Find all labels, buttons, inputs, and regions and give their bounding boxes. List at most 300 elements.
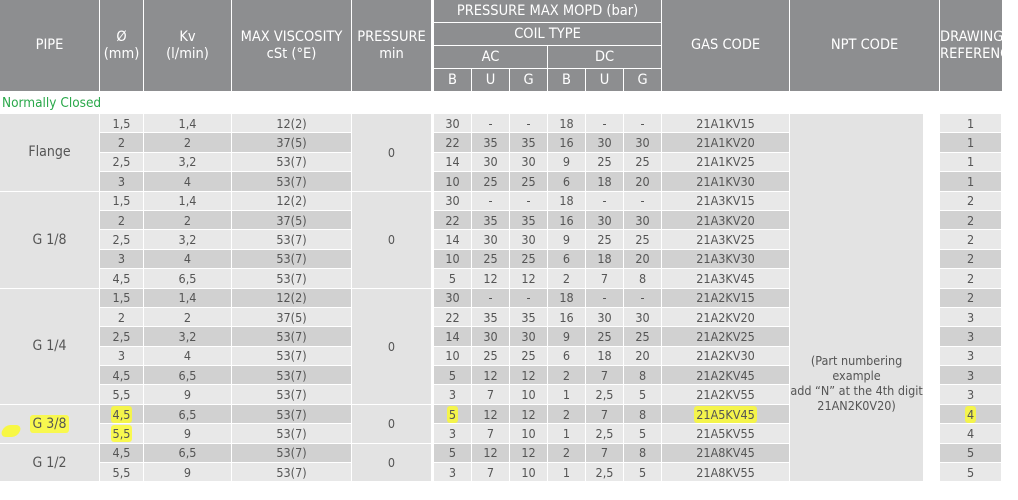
diameter-cell-value: 2 — [117, 135, 126, 151]
viscosity-cell — [232, 327, 352, 346]
dc-b-cell — [548, 230, 586, 249]
dc-b-cell — [548, 133, 586, 152]
ac-b-cell — [434, 211, 472, 230]
ac-u-cell-value: 35 — [483, 135, 498, 151]
dc-b-cell-value: 9 — [562, 328, 571, 344]
dc-g-cell — [624, 153, 662, 172]
dc-u-cell-value: - — [602, 290, 607, 306]
ac-u-cell — [472, 192, 510, 211]
diameter-cell — [100, 250, 144, 269]
ac-g-cell — [510, 327, 548, 346]
gas-code-cell — [662, 385, 790, 404]
dc-u-cell — [586, 211, 624, 230]
pipe-cell-value: G 1/4 — [32, 338, 67, 355]
dc-u-cell-value: 18 — [597, 173, 612, 189]
diameter-cell-value: 1,5 — [112, 115, 131, 131]
pressure-min-cell — [352, 444, 432, 483]
spacer-column — [924, 114, 940, 482]
header-max-viscosity: MAX VISCOSITY cSt (°E) — [232, 0, 352, 92]
ac-g-cell — [510, 463, 548, 482]
dc-g-cell-value: 20 — [635, 348, 650, 364]
viscosity-cell-value: 53(7) — [276, 387, 307, 403]
viscosity-cell — [232, 269, 352, 288]
dc-g-cell-value: 20 — [635, 251, 650, 267]
dc-u-cell — [586, 133, 624, 152]
ac-g-cell-value: - — [526, 193, 531, 209]
dc-g-cell-value: 30 — [635, 309, 650, 325]
ac-u-cell — [472, 133, 510, 152]
header-coil-u-dc: U — [586, 69, 624, 92]
header-gas-code: GAS CODE — [662, 0, 790, 92]
dc-g-cell-value: - — [640, 115, 645, 131]
ac-b-cell — [434, 153, 472, 172]
ac-b-cell — [434, 172, 472, 191]
dc-b-cell-value: 1 — [562, 464, 571, 480]
diameter-cell-value: 2,5 — [112, 232, 131, 248]
ac-b-cell-value: 10 — [445, 173, 460, 189]
ac-u-cell-value: 30 — [483, 328, 498, 344]
dc-b-cell-value: 6 — [562, 348, 571, 364]
drawing-reference-cell — [940, 289, 1002, 308]
ac-b-cell-value: 14 — [445, 232, 460, 248]
gas-code-cell — [662, 153, 790, 172]
dc-b-cell-value: 9 — [562, 154, 571, 170]
header-mopd: PRESSURE MAX MOPD (bar) — [434, 0, 662, 23]
drawing-reference-cell — [940, 230, 1002, 249]
drawing-reference-cell — [940, 385, 1002, 404]
dc-g-cell-value: - — [640, 193, 645, 209]
viscosity-cell-value: 53(7) — [276, 445, 307, 461]
gas-code-cell — [662, 133, 790, 152]
ac-u-cell-value: 30 — [483, 154, 498, 170]
dc-b-cell — [548, 444, 586, 463]
ac-g-cell — [510, 250, 548, 269]
header-diameter: Ø (mm) — [100, 0, 144, 92]
dc-g-cell-value: 5 — [638, 464, 647, 480]
drawing-reference-cell-value: 3 — [966, 367, 975, 383]
kv-cell — [144, 172, 232, 191]
gas-code-cell-value: 21A3KV25 — [696, 232, 755, 248]
dc-g-cell — [624, 230, 662, 249]
ac-g-cell — [510, 308, 548, 327]
viscosity-cell — [232, 347, 352, 366]
dc-u-cell — [586, 308, 624, 327]
kv-cell — [144, 269, 232, 288]
dc-g-cell-value: 30 — [635, 135, 650, 151]
ac-g-cell-value: 12 — [521, 270, 536, 286]
gas-code-cell-value: 21A2KV30 — [696, 348, 755, 364]
dc-u-cell — [586, 385, 624, 404]
header-pipe: PIPE — [0, 0, 100, 92]
header-ac: AC — [434, 46, 548, 69]
ac-g-cell-value: 12 — [521, 445, 536, 461]
ac-u-cell-value: 35 — [483, 212, 498, 228]
dc-u-cell — [586, 405, 624, 424]
ac-g-cell — [510, 366, 548, 385]
ac-u-cell-value: 25 — [483, 251, 498, 267]
header-coil-u-ac: U — [472, 69, 510, 92]
drawing-reference-cell — [940, 327, 1002, 346]
ac-g-cell-value: 30 — [521, 328, 536, 344]
dc-g-cell-value: 8 — [638, 445, 647, 461]
ac-g-cell — [510, 153, 548, 172]
diameter-cell — [100, 385, 144, 404]
ac-g-cell — [510, 289, 548, 308]
dc-b-cell-value: 18 — [559, 115, 574, 131]
viscosity-cell — [232, 424, 352, 443]
ac-g-cell — [510, 114, 548, 133]
drawing-reference-cell — [940, 424, 1002, 443]
drawing-reference-cell — [940, 269, 1002, 288]
ac-g-cell-value: 10 — [521, 425, 536, 441]
pressure-min-cell-value: 0 — [387, 338, 396, 354]
pressure-min-cell-value: 0 — [387, 144, 396, 160]
ac-u-cell-value: - — [488, 290, 493, 306]
gas-code-cell — [662, 308, 790, 327]
viscosity-cell-value: 53(7) — [276, 154, 307, 170]
dc-b-cell — [548, 405, 586, 424]
gas-code-cell-value: 21A2KV15 — [696, 290, 755, 306]
viscosity-cell — [232, 366, 352, 385]
pipe-cell-value: G 1/2 — [32, 454, 67, 471]
ac-b-cell — [434, 289, 472, 308]
dc-g-cell — [624, 366, 662, 385]
ac-u-cell-value: 7 — [486, 387, 495, 403]
header-coil-g-ac: G — [510, 69, 548, 92]
viscosity-cell-value: 53(7) — [276, 464, 307, 480]
ac-u-cell-value: 12 — [483, 445, 498, 461]
dc-u-cell-value: 25 — [597, 232, 612, 248]
dc-u-cell-value: 2,5 — [595, 387, 614, 403]
ac-b-cell-value: 5 — [448, 367, 457, 383]
ac-b-cell-value: 22 — [445, 135, 460, 151]
gas-code-cell-value: 21A1KV20 — [696, 135, 755, 151]
ac-b-cell-value: 3 — [448, 425, 457, 441]
gas-code-cell — [662, 250, 790, 269]
gas-code-cell — [662, 211, 790, 230]
gas-code-cell — [662, 405, 790, 424]
viscosity-cell — [232, 250, 352, 269]
dc-u-cell-value: 30 — [597, 135, 612, 151]
pipe-cell-value: G 3/8 — [32, 415, 67, 432]
dc-b-cell — [548, 250, 586, 269]
diameter-cell-value: 2 — [117, 212, 126, 228]
ac-g-cell — [510, 444, 548, 463]
kv-cell-value: 9 — [183, 425, 192, 441]
kv-cell — [144, 289, 232, 308]
dc-g-cell — [624, 347, 662, 366]
dc-g-cell-value: 5 — [638, 425, 647, 441]
viscosity-cell — [232, 153, 352, 172]
ac-u-cell — [472, 308, 510, 327]
kv-cell-value: 6,5 — [178, 367, 197, 383]
dc-u-cell-value: 18 — [597, 251, 612, 267]
dc-b-cell — [548, 327, 586, 346]
ac-u-cell-value: 25 — [483, 173, 498, 189]
dc-g-cell — [624, 405, 662, 424]
pressure-min-cell — [352, 289, 432, 405]
ac-b-cell — [434, 424, 472, 443]
diameter-cell-value: 2 — [117, 309, 126, 325]
ac-g-cell — [510, 405, 548, 424]
diameter-cell — [100, 289, 144, 308]
ac-b-cell-value: 30 — [445, 193, 460, 209]
viscosity-cell-value: 53(7) — [276, 270, 307, 286]
ac-g-cell-value: 35 — [521, 309, 536, 325]
ac-u-cell — [472, 366, 510, 385]
header-pressure-min: PRESSURE min — [352, 0, 432, 92]
gas-code-cell-value: 21A8KV45 — [696, 445, 755, 461]
gas-code-cell — [662, 424, 790, 443]
diameter-cell-value: 3 — [117, 173, 126, 189]
gas-code-cell-value: 21A2KV20 — [696, 309, 755, 325]
dc-b-cell-value: 1 — [562, 425, 571, 441]
ac-b-cell-value: 14 — [445, 328, 460, 344]
diameter-cell — [100, 327, 144, 346]
ac-g-cell-value: 35 — [521, 135, 536, 151]
pipe-cell — [0, 114, 100, 192]
gas-code-cell-value: 21A3KV20 — [696, 212, 755, 228]
drawing-reference-cell-value: 2 — [966, 232, 975, 248]
header-coil-b-dc: B — [548, 69, 586, 92]
kv-cell — [144, 385, 232, 404]
kv-cell — [144, 114, 232, 133]
kv-cell-value: 3,2 — [178, 328, 197, 344]
diameter-cell-value: 1,5 — [112, 290, 131, 306]
drawing-reference-cell — [940, 211, 1002, 230]
dc-b-cell — [548, 424, 586, 443]
diameter-cell — [100, 211, 144, 230]
drawing-reference-cell — [940, 250, 1002, 269]
gas-code-cell — [662, 289, 790, 308]
diameter-cell-value: 3 — [117, 251, 126, 267]
gas-code-cell — [662, 114, 790, 133]
ac-g-cell-value: 35 — [521, 212, 536, 228]
dc-g-cell — [624, 444, 662, 463]
dc-u-cell-value: 30 — [597, 309, 612, 325]
dc-b-cell-value: 16 — [559, 135, 574, 151]
dc-u-cell — [586, 192, 624, 211]
viscosity-cell-value: 53(7) — [276, 425, 307, 441]
pipe-cell — [0, 192, 100, 289]
ac-u-cell — [472, 114, 510, 133]
diameter-cell-value: 4,5 — [112, 367, 131, 383]
ac-b-cell-value: 3 — [448, 464, 457, 480]
dc-g-cell — [624, 211, 662, 230]
dc-u-cell-value: 7 — [600, 367, 609, 383]
kv-cell-value: 4 — [183, 173, 192, 189]
diameter-cell — [100, 424, 144, 443]
viscosity-cell-value: 37(5) — [276, 309, 307, 325]
ac-b-cell — [434, 444, 472, 463]
kv-cell — [144, 405, 232, 424]
drawing-reference-cell — [940, 405, 1002, 424]
kv-cell — [144, 424, 232, 443]
section-normally-closed: Normally Closed — [0, 92, 1002, 114]
gas-code-cell — [662, 172, 790, 191]
diameter-cell — [100, 172, 144, 191]
viscosity-cell-value: 53(7) — [276, 367, 307, 383]
viscosity-cell — [232, 308, 352, 327]
header-drawing-reference: DRAWING REFERENCE — [940, 0, 1002, 92]
ac-u-cell — [472, 463, 510, 482]
gas-code-cell-value: 21A3KV15 — [696, 193, 755, 209]
dc-g-cell-value: 8 — [638, 367, 647, 383]
drawing-reference-cell-value: 1 — [966, 115, 975, 131]
dc-g-cell — [624, 289, 662, 308]
diameter-cell — [100, 114, 144, 133]
kv-cell-value: 2 — [183, 212, 192, 228]
dc-u-cell — [586, 172, 624, 191]
diameter-cell-value: 3 — [117, 348, 126, 364]
dc-b-cell-value: 2 — [562, 406, 571, 422]
ac-g-cell — [510, 192, 548, 211]
kv-cell — [144, 463, 232, 482]
drawing-reference-cell-value: 2 — [966, 290, 975, 306]
drawing-reference-cell — [940, 463, 1002, 482]
pipe-cell-value: G 1/8 — [32, 231, 67, 248]
drawing-reference-cell-value: 2 — [966, 212, 975, 228]
dc-g-cell-value: 25 — [635, 232, 650, 248]
dc-u-cell — [586, 250, 624, 269]
dc-b-cell-value: 2 — [562, 445, 571, 461]
dc-u-cell-value: 30 — [597, 212, 612, 228]
dc-u-cell-value: 2,5 — [595, 464, 614, 480]
drawing-reference-cell-value: 2 — [966, 270, 975, 286]
dc-u-cell-value: 18 — [597, 348, 612, 364]
gas-code-cell-value: 21A1KV15 — [696, 115, 755, 131]
ac-u-cell — [472, 289, 510, 308]
drawing-reference-cell-value: 1 — [966, 173, 975, 189]
viscosity-cell — [232, 463, 352, 482]
ac-b-cell — [434, 192, 472, 211]
drawing-reference-cell — [940, 153, 1002, 172]
ac-b-cell — [434, 133, 472, 152]
dc-u-cell — [586, 269, 624, 288]
ac-b-cell-value: 14 — [445, 154, 460, 170]
kv-cell — [144, 192, 232, 211]
kv-cell — [144, 133, 232, 152]
ac-g-cell-value: 25 — [521, 173, 536, 189]
dc-g-cell — [624, 269, 662, 288]
npt-note-line: add “N” at the 4th digit — [790, 382, 923, 398]
pressure-min-cell — [352, 192, 432, 289]
kv-cell-value: 2 — [183, 135, 192, 151]
dc-g-cell-value: 8 — [638, 270, 647, 286]
gas-code-cell — [662, 463, 790, 482]
dc-u-cell — [586, 230, 624, 249]
ac-u-cell — [472, 250, 510, 269]
drawing-reference-cell — [940, 114, 1002, 133]
dc-b-cell — [548, 289, 586, 308]
gas-code-cell-value: 21A5KV45 — [696, 406, 755, 422]
dc-b-cell-value: 18 — [559, 193, 574, 209]
drawing-reference-cell — [940, 133, 1002, 152]
dc-g-cell — [624, 250, 662, 269]
pipe-cell — [0, 289, 100, 405]
dc-b-cell — [548, 269, 586, 288]
viscosity-cell — [232, 230, 352, 249]
gas-code-cell-value: 21A5KV55 — [696, 425, 755, 441]
diameter-cell — [100, 133, 144, 152]
kv-cell-value: 9 — [183, 387, 192, 403]
ac-g-cell-value: 10 — [521, 464, 536, 480]
kv-cell — [144, 308, 232, 327]
drawing-reference-cell-value: 3 — [966, 309, 975, 325]
gas-code-cell-value: 21A2KV45 — [696, 367, 755, 383]
diameter-cell — [100, 192, 144, 211]
ac-u-cell — [472, 444, 510, 463]
ac-u-cell-value: 30 — [483, 232, 498, 248]
dc-u-cell — [586, 366, 624, 385]
dc-b-cell-value: 6 — [562, 173, 571, 189]
ac-b-cell — [434, 114, 472, 133]
pipe-cell — [0, 444, 100, 483]
ac-g-cell-value: 10 — [521, 387, 536, 403]
ac-b-cell — [434, 366, 472, 385]
ac-b-cell-value: 3 — [448, 387, 457, 403]
gas-code-cell — [662, 366, 790, 385]
dc-g-cell — [624, 133, 662, 152]
ac-b-cell — [434, 230, 472, 249]
ac-u-cell-value: 7 — [486, 464, 495, 480]
kv-cell — [144, 153, 232, 172]
kv-cell-value: 9 — [183, 464, 192, 480]
ac-u-cell — [472, 347, 510, 366]
ac-u-cell — [472, 424, 510, 443]
npt-note-line: (Part numbering example — [810, 352, 903, 383]
pipe-cell-value: Flange — [28, 144, 71, 161]
dc-g-cell-value: 25 — [635, 154, 650, 170]
gas-code-cell-value: 21A8KV55 — [696, 464, 755, 480]
dc-g-cell — [624, 385, 662, 404]
drawing-reference-cell-value: 5 — [966, 464, 975, 480]
drawing-reference-cell-value: 1 — [966, 154, 975, 170]
dc-b-cell-value: 18 — [559, 290, 574, 306]
diameter-cell — [100, 153, 144, 172]
ac-b-cell-value: 30 — [445, 290, 460, 306]
ac-b-cell — [434, 269, 472, 288]
kv-cell-value: 1,4 — [178, 115, 197, 131]
ac-b-cell-value: 22 — [445, 212, 460, 228]
kv-cell — [144, 366, 232, 385]
kv-cell — [144, 347, 232, 366]
dc-b-cell-value: 16 — [559, 212, 574, 228]
header-coil-type: COIL TYPE — [434, 23, 662, 46]
dc-g-cell-value: 5 — [638, 387, 647, 403]
viscosity-cell — [232, 211, 352, 230]
ac-g-cell — [510, 172, 548, 191]
dc-b-cell — [548, 114, 586, 133]
dc-b-cell-value: 6 — [562, 251, 571, 267]
dc-b-cell — [548, 172, 586, 191]
drawing-reference-cell-value: 2 — [966, 193, 975, 209]
ac-g-cell — [510, 211, 548, 230]
viscosity-cell-value: 53(7) — [276, 232, 307, 248]
dc-b-cell — [548, 211, 586, 230]
dc-b-cell — [548, 347, 586, 366]
viscosity-cell — [232, 172, 352, 191]
pressure-min-cell-value: 0 — [387, 455, 396, 471]
dc-g-cell — [624, 463, 662, 482]
ac-b-cell — [434, 308, 472, 327]
pressure-min-cell — [352, 405, 432, 444]
viscosity-cell-value: 12(2) — [276, 115, 307, 131]
viscosity-cell — [232, 192, 352, 211]
drawing-reference-cell-value: 3 — [966, 348, 975, 364]
dc-b-cell-value: 16 — [559, 309, 574, 325]
viscosity-cell-value: 53(7) — [276, 348, 307, 364]
